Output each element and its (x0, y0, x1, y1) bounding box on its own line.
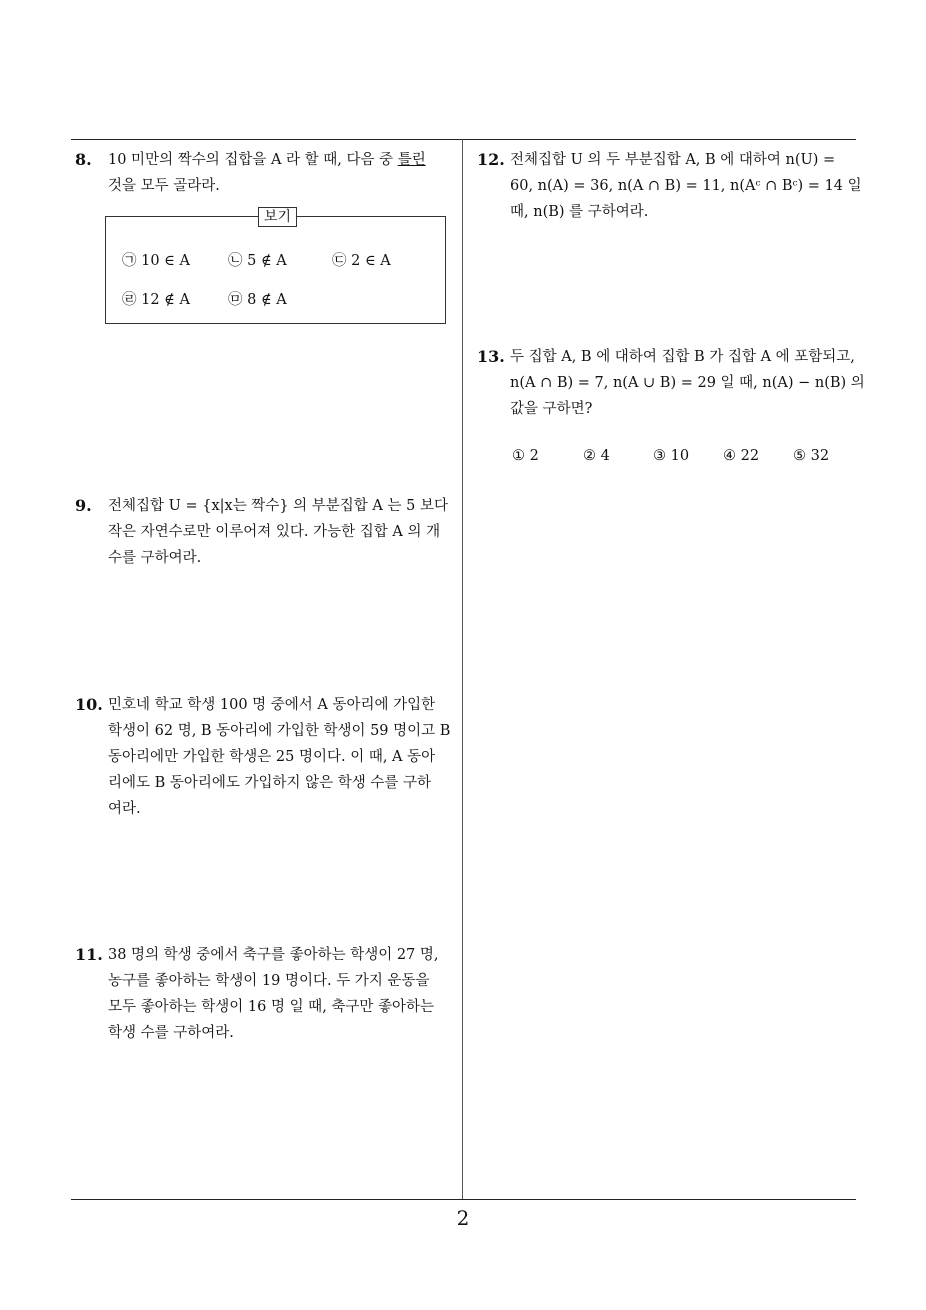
question-text-line: 동아리에만 가입한 학생은 25 명이다. 이 때, A 동아 (108, 749, 436, 765)
answer-choice[interactable]: ④ 22 (723, 448, 760, 464)
question-text-line (108, 147, 455, 173)
question-text-line: n(A ∩ B) = 7, n(A ∪ B) = 29 일 때, n(A) − n(B) 의 (510, 375, 865, 391)
question-number: 8. (75, 150, 92, 169)
question-text-line: 것을 모두 골라라. (108, 178, 220, 194)
question-8 (75, 147, 455, 199)
question-text-line: 농구를 좋아하는 학생이 19 명이다. 두 가지 운동을 (108, 973, 430, 989)
question-text-line: 여라. (108, 801, 141, 817)
question-text-line: 두 집합 A, B 에 대하여 집합 B 가 집합 A 에 포함되고, (510, 349, 855, 365)
answer-choice[interactable]: ① 2 (512, 448, 539, 464)
answer-choice[interactable]: ⑤ 32 (793, 448, 830, 464)
question-text-line: 60, n(A) = 36, n(A ∩ B) = 11, n(Aᶜ ∩ Bᶜ) = 14 일 (510, 178, 862, 194)
question-text-line: 작은 자연수로만 이루어져 있다. 가능한 집합 A 의 개 (108, 524, 441, 540)
question-text-line: 38 명의 학생 중에서 축구를 좋아하는 학생이 27 명, (108, 947, 439, 963)
question-text: 10 미만의 짝수의 집합을 A 라 할 때, 다음 중 (108, 152, 398, 168)
question-text-line: 값을 구하면? (510, 401, 593, 417)
bogi-option: ㉠ 10 ∈ A (122, 253, 190, 269)
question-number: 10. (75, 695, 103, 714)
bogi-title: 보기 (258, 207, 297, 227)
answer-choice[interactable]: ② 4 (583, 448, 610, 464)
question-text-line: 민호네 학교 학생 100 명 중에서 A 동아리에 가입한 (108, 697, 436, 713)
column-divider (462, 139, 463, 1199)
question-text-line: 학생 수를 구하여라. (108, 1025, 234, 1041)
page-number: 2 (456, 1206, 470, 1230)
question-text-line: 수를 구하여라. (108, 550, 202, 566)
bogi-option: ㉣ 12 ∉ A (122, 292, 190, 308)
top-rule (71, 139, 856, 140)
bogi-option: ㉡ 5 ∉ A (228, 253, 287, 269)
question-text-line: 학생이 62 명, B 동아리에 가입한 학생이 59 명이고 B (108, 723, 451, 739)
bogi-option: ㉤ 8 ∉ A (228, 292, 287, 308)
question-number: 9. (75, 496, 92, 515)
question-number: 11. (75, 945, 103, 964)
bogi-box (105, 209, 446, 324)
question-text-line: 리에도 B 동아리에도 가입하지 않은 학생 수를 구하 (108, 775, 432, 791)
question-13 (477, 344, 865, 422)
question-11 (75, 942, 455, 1046)
question-text-line: 전체집합 U 의 두 부분집합 A, B 에 대하여 n(U) = (510, 152, 836, 168)
bottom-rule (71, 1199, 856, 1200)
question-10 (75, 692, 455, 822)
bogi-option: ㉢ 2 ∈ A (332, 253, 391, 269)
answer-choice[interactable]: ③ 10 (653, 448, 690, 464)
underlined-word: 틀린 (397, 152, 426, 168)
question-number: 13. (477, 347, 505, 366)
question-12 (477, 147, 862, 225)
question-number: 12. (477, 150, 505, 169)
question-text-line: 전체집합 U = {x|x는 짝수} 의 부분집합 A 는 5 보다 (108, 498, 448, 514)
question-text-line: 때, n(B) 를 구하여라. (510, 204, 649, 220)
question-text-line: 모두 좋아하는 학생이 16 명 일 때, 축구만 좋아하는 (108, 999, 435, 1015)
question-9 (75, 493, 455, 571)
